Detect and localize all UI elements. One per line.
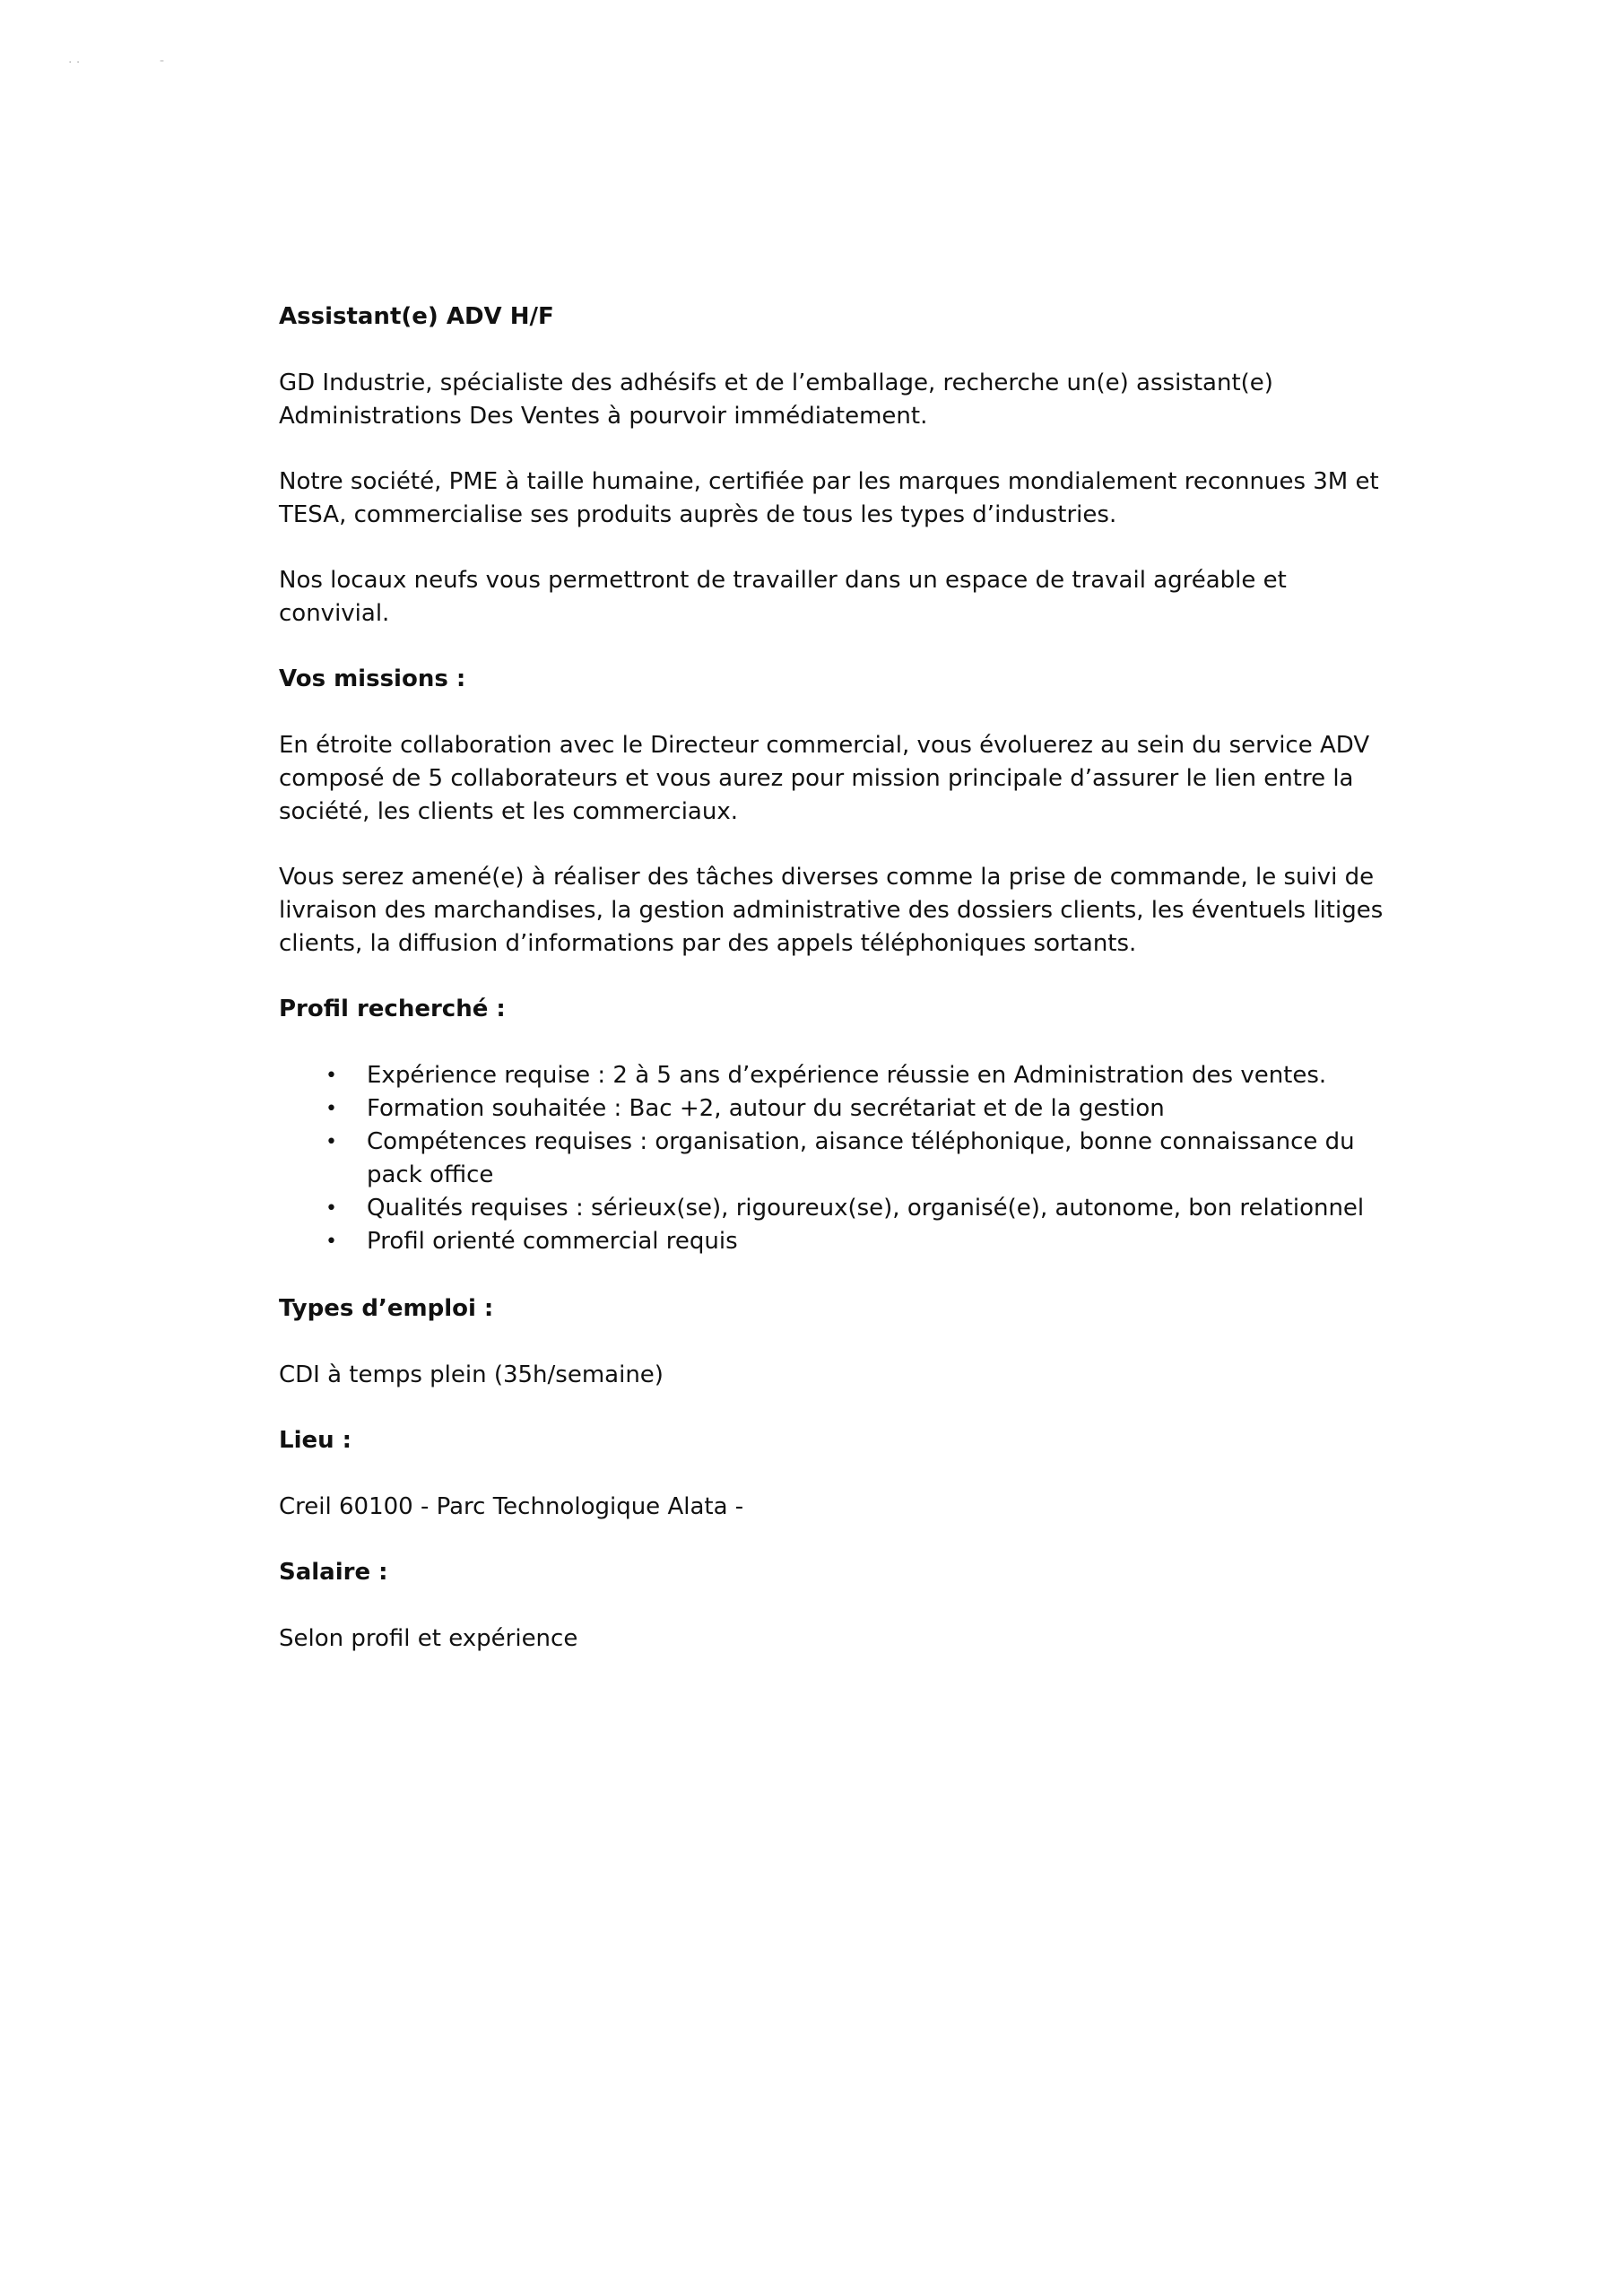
bullet-icon: • <box>325 1065 337 1087</box>
employment-value: CDI à temps plein (35h/semaine) <box>279 1361 664 1388</box>
job-posting-document <box>279 300 1391 1688</box>
office-paragraph: Nos locaux neufs vous permettront de travailler dans un espace de travail agréable et convivial. <box>279 567 1287 627</box>
list-item <box>279 1059 1391 1092</box>
bullet-icon: • <box>325 1098 337 1120</box>
profile-list <box>279 1059 1391 1258</box>
profile-heading: Profil recherché : <box>279 996 506 1022</box>
employment-heading: Types d’emploi : <box>279 1295 494 1322</box>
list-item-text: Formation souhaitée : Bac +2, autour du secrétariat et de la gestion <box>367 1095 1165 1122</box>
list-item-text: Qualités requises : sérieux(se), rigoureux(se), organisé(e), autonome, bon relationnel <box>367 1195 1365 1222</box>
company-paragraph: Notre société, PME à taille humaine, certifiée par les marques mondialement reconnues 3M et TESA, commercialise ses produits auprès de tous les types d’industries. <box>279 468 1379 528</box>
list-item <box>279 1126 1391 1192</box>
location-value: Creil 60100 - Parc Technologique Alata - <box>279 1493 744 1520</box>
missions-paragraph: En étroite collaboration avec le Directeur commercial, vous évoluerez au sein du service ADV composé de 5 collaborateurs et vous aurez pour mission principale d’assurer le lien entre la société, les clients et les commerciaux. <box>279 732 1370 825</box>
list-item-text: Compétences requises : organisation, aisance téléphonique, bonne connaissance du pack office <box>367 1128 1355 1188</box>
list-item <box>279 1192 1391 1225</box>
salary-heading: Salaire : <box>279 1559 388 1586</box>
bullet-icon: • <box>325 1197 337 1220</box>
list-item <box>279 1092 1391 1126</box>
scan-speck: · · <box>68 56 81 70</box>
list-item <box>279 1225 1391 1258</box>
bullet-icon: • <box>325 1131 337 1153</box>
tasks-paragraph: Vous serez amené(e) à réaliser des tâches diverses comme la prise de commande, le suivi de livraison des marchandises, la gestion administrative des dossiers clients, les éventuels litiges clients, la diffusion d’informations par des appels téléphoniques sortants. <box>279 864 1384 957</box>
scan-speck: - <box>160 54 165 68</box>
intro-paragraph: GD Industrie, spécialiste des adhésifs et de l’emballage, recherche un(e) assistant(e) Administrations Des Ventes à pourvoir immédiatement. <box>279 370 1273 430</box>
salary-value: Selon profil et expérience <box>279 1625 578 1652</box>
location-heading: Lieu : <box>279 1427 352 1454</box>
missions-heading: Vos missions : <box>279 665 466 692</box>
list-item-text: Expérience requise : 2 à 5 ans d’expérience réussie en Administration des ventes. <box>367 1062 1327 1089</box>
list-item-text: Profil orienté commercial requis <box>367 1228 738 1255</box>
bullet-icon: • <box>325 1231 337 1253</box>
job-title: Assistant(e) ADV H/F <box>279 303 554 330</box>
